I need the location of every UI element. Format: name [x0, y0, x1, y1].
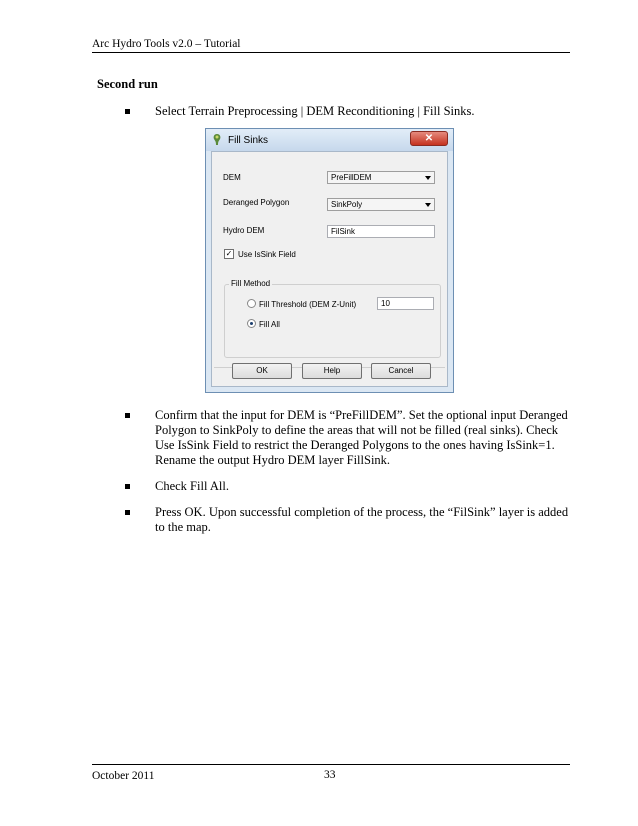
bullet-text: Press OK. Upon successful completion of the process, the “FilSink” layer is added to the map.	[155, 505, 569, 534]
fill-threshold-radio[interactable]	[247, 299, 256, 308]
arc-hydro-icon	[211, 133, 223, 146]
fill-all-radio[interactable]	[247, 319, 256, 328]
deranged-polygon-label: Deranged Polygon	[223, 198, 290, 207]
bullet-icon	[125, 109, 130, 114]
fill-sinks-dialog	[205, 128, 454, 393]
fill-threshold-label: Fill Threshold (DEM Z-Unit)	[259, 300, 357, 309]
deranged-polygon-value: SinkPoly	[331, 200, 363, 209]
bullet-text: Confirm that the input for DEM is “PreFillDEM”. Set the optional input Deranged Polygon to SinkPoly to define the areas that will not be filled (real sinks). Check Use IsSink Field to restrict the Deranged Polygons to the ones having IsSink=1. Rename the output Hydro DEM layer FillSink.	[155, 408, 568, 467]
help-button[interactable]: Help	[302, 363, 362, 379]
chevron-down-icon	[425, 203, 431, 207]
fill-method-label: Fill Method	[231, 279, 271, 288]
radio-selected-dot	[250, 322, 253, 325]
dialog-title: Fill Sinks	[228, 135, 269, 146]
fill-method-group	[224, 279, 441, 358]
page-number: 33	[324, 769, 336, 781]
use-issink-checkbox[interactable]: ✓	[225, 249, 233, 258]
footer-rule	[92, 764, 570, 765]
close-button[interactable]: ✕	[410, 131, 448, 146]
dialog-body	[211, 151, 448, 387]
hydro-dem-input[interactable]: FilSink	[327, 225, 435, 238]
use-issink-label: Use IsSink Field	[238, 250, 296, 259]
dem-label: DEM	[223, 173, 241, 182]
deranged-polygon-dropdown[interactable]	[327, 198, 435, 211]
ok-button[interactable]: OK	[232, 363, 292, 379]
fill-threshold-input[interactable]: 10	[377, 297, 434, 310]
bullet-text: Check Fill All.	[155, 479, 229, 493]
bullet-icon	[125, 484, 130, 489]
section-title: Second run	[97, 77, 158, 91]
cancel-button[interactable]: Cancel	[371, 363, 431, 379]
bullet-text: Select Terrain Preprocessing | DEM Reconditioning | Fill Sinks.	[155, 104, 475, 118]
page-header: Arc Hydro Tools v2.0 – Tutorial	[92, 38, 241, 50]
dem-dropdown[interactable]	[327, 171, 435, 184]
header-rule	[92, 52, 570, 53]
bullet-icon	[125, 510, 130, 515]
chevron-down-icon	[425, 176, 431, 180]
bullet-icon	[125, 413, 130, 418]
fill-all-label: Fill All	[259, 320, 280, 329]
dialog-titlebar[interactable]	[206, 129, 453, 151]
hydro-dem-label: Hydro DEM	[223, 226, 265, 235]
footer-date: October 2011	[92, 770, 155, 782]
dem-dropdown-value: PreFillDEM	[331, 173, 372, 182]
